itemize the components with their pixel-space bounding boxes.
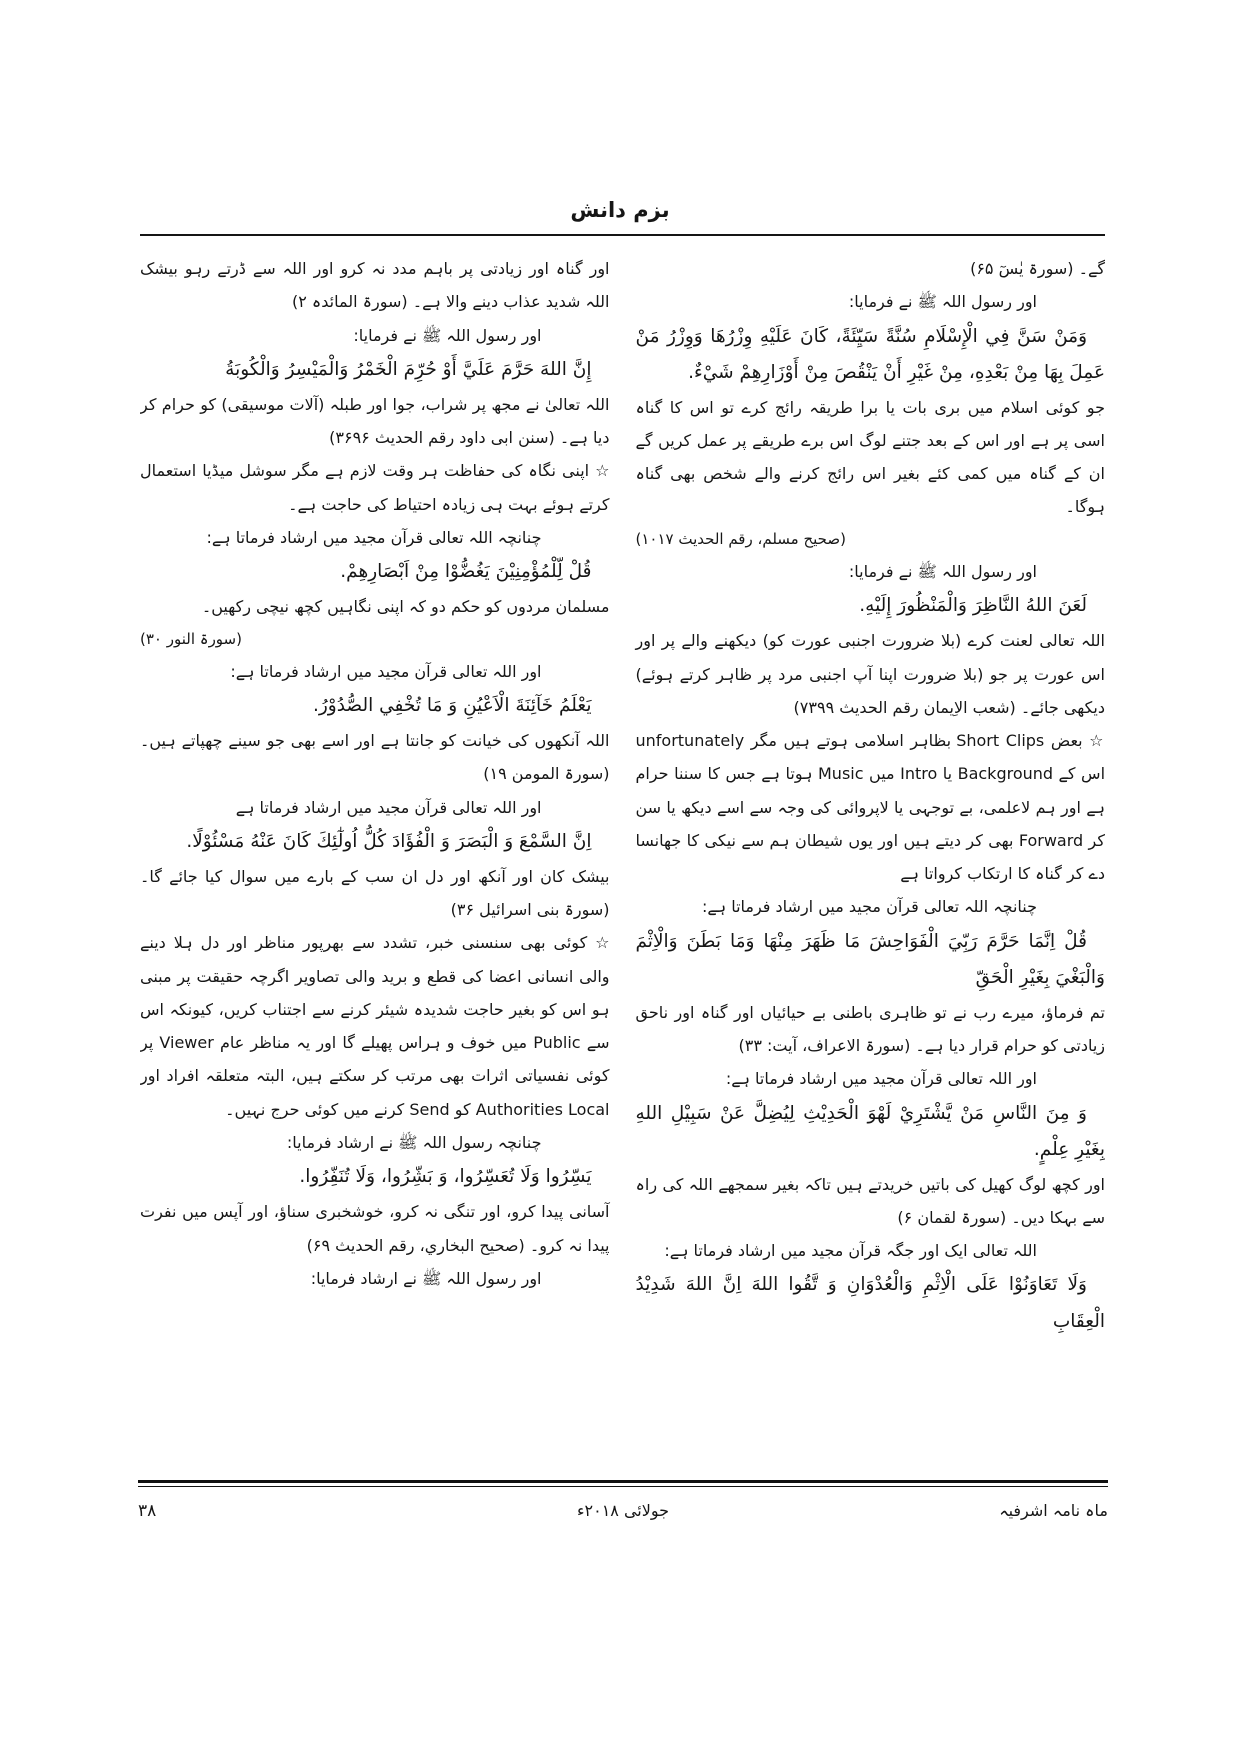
text-line: إِنَّ اللهَ حَرَّمَ عَلَيَّ أَوْ حُرِّمَ الْخَمْرُ وَالْمَيْسِرُ وَالْكُوبَةُ [225,358,592,380]
footer-magazine-name: ماہ نامہ اشرفیہ [999,1501,1108,1520]
text-line: اللہ تعالیٰ نے مجھ پر شراب، جوا اور طبلہ (آلات موسیقی) کو حرام کر دیا ہے۔ (سنن ابی داود رقم الحدیث ۳۶۹۶) [140,394,610,448]
text-line: وَلَا تَعَاوَنُوْا عَلَى الْاِثْمِ وَالْعُدْوَانِ وَ تَّقُوا اللهَ اِنَّ اللهَ شَدِيْدُ الْعِقَابِ [635,1274,1105,1332]
footer-divider [138,1480,1108,1487]
text-line: اور اللہ تعالی قرآن مجید میں ارشاد فرماتا ہے [235,797,542,817]
text-line: اور رسول اللہ ﷺ نے ارشاد فرمایا: [310,1268,542,1288]
text-line: تم فرماؤ، میرے رب نے تو ظاہری باطنی بے حیائیاں اور گناہ اور ناحق زیادتی کو حرام قرار دیا ہے۔ (سورۃ الاعراف، آیت: ۳۳) [635,1002,1105,1056]
text-line: گے۔ (سورۃ یٰسٓ ۶۵) [970,259,1105,278]
text-line: چنانچہ رسول اللہ ﷺ نے ارشاد فرمایا: [286,1133,542,1153]
text-line: اِنَّ السَّمْعَ وَ الْبَصَرَ وَ الْفُؤَادَ كُلُّ اُولٰٓئِكَ كَانَ عَنْهُ مَسْئُوْلًا. [186,830,592,852]
text-line: آسانی پیدا کرو، اور تنگی نہ کرو، خوشخبری سناؤ، اور آپس میں نفرت پیدا نہ کرو۔ (صحیح البخاري، رقم الحدیث ۶۹) [140,1202,610,1255]
text-line: اللہ تعالی لعنت کرے (بلا ضرورت اجنبی عورت کو) دیکھنے والے پر اور اس عورت پر جو (بلا ضرورت اپنا آپ اجنبی مرد پر ظاہر کرتے ہوئے) دیکھی جائے۔ (شعب الاِیمان رقم الحدیث ۷۳۹۹) [635,631,1105,717]
footer-issue-date: جولائی ۲۰۱۸ء [576,1501,670,1520]
text-line: وَ مِنَ النَّاسِ مَنْ يَّشْتَرِيْ لَهْوَ الْحَدِيْثِ لِيُضِلَّ عَنْ سَبِيْلِ اللهِ بِغَيْرِ عِلْمٍ. [635,1102,1105,1160]
text-line: مسلمان مردوں کو حکم دو کہ اپنی نگاہیں کچھ نیچی رکھیں۔ [201,597,610,617]
page-footer [138,1480,1108,1521]
text-line: (صحیح مسلم، رقم الحدیث ۱۰۱۷) [635,529,846,548]
text-line: ☆ کوئی بھی سنسنی خبر، تشدد سے بھرپور مناظر اور دل ہلا دینے والی انسانی اعضا کی قطع و برید والی تصاویر اگرچہ حقیقت پر مبنی ہو اس کو بغیر حاجت شدیدہ شیئر کرنے سے اجتناب کریں، کیونکہ اس سے Public میں خوف و ہراس پھیلے گا اور یہ مناظر عام Viewer پر کوئی نفسیاتی اثرات بھی مرتب کر سکتے ہیں، البتہ متعلقہ افراد اور Authorities Local کو Send کرنے میں کوئی حرج نہیں۔ [140,933,610,1119]
text-line: قُلْ لِّلْمُؤْمِنِيْنَ يَغُضُّوْا مِنْ اَبْصَارِهِمْ. [340,561,592,583]
text-line: اور اللہ تعالی قرآن مجید میں ارشاد فرماتا ہے: [230,661,542,681]
text-line: اور رسول اللہ ﷺ نے فرمایا: [353,325,542,345]
text-line: اللہ آنکھوں کی خیانت کو جانتا ہے اور اسے بھی جو سینے چھپاتے ہیں۔ (سورۃ المومن ۱۹) [140,731,610,784]
text-line: (سورۃ النور ۳۰) [140,629,242,648]
text-line: ☆ بعض Short Clips بظاہر اسلامی ہوتے ہیں مگر unfortunately اس کے Background یا Intro میں Music ہوتا ہے جس کا سننا حرام ہے اور ہم لاعلمی، بے توجہی یا لاپروائی کی وجہ سے اسے دیکھ یا سن کر Forward بھی کر دیتے ہیں اور یوں شیطان ہم سے نیکی کا جھانسا دے کر گناہ کا ارتکاب کرواتا ہے [635,731,1105,884]
text-line: اور کچھ لوگ کھیل کی باتیں خریدتے ہیں تاکہ بغیر سمجھے اللہ کی راہ سے بہکا دیں۔ (سورۃ لقمان ۶) [635,1174,1105,1227]
two-column-body [140,252,1105,1340]
text-line: يَعْلَمُ خَآئِنَةَ الْاَعْيُنِ وَ مَا تُخْفِي الصُّدُوْرُ. [312,694,592,716]
page-title: بزم دانش [570,198,670,222]
text-line: اللہ تعالی ایک اور جگہ قرآن مجید میں ارشاد فرماتا ہے: [664,1241,1037,1261]
footer-row [138,1501,1108,1521]
text-line: وَمَنْ سَنَّ فِي الْإِسْلَامِ سُنَّةً سَيِّئَةً، كَانَ عَلَيْهِ وِزْرُهَا وَوِزْرُ مَنْ عَمِلَ بِهَا مِنْ بَعْدِهِ، مِنْ غَيْرِ أَنْ يَنْقُصَ مِنْ أَوْزَارِهِمْ شَيْءٌ. [635,325,1105,383]
text-line: اور اللہ تعالی قرآن مجید میں ارشاد فرماتا ہے: [725,1069,1037,1089]
column-right [636,252,1106,1340]
text-line: جو کوئی اسلام میں بری بات یا برا طریقہ رائج کرے تو اس کا گناہ اسی پر ہے اور اس کے بعد جتنے لوگ اس برے طریقے پر عمل کریں گے ان کے گناہ میں کمی کئے بغیر اس رائج کرنے والے شخص بھی گناہ ہوگا۔ [635,397,1105,517]
text-line: يَسِّرُوا وَلَا تُعَسِّرُوا، وَ بَشِّرُوا، وَلَا تُنَفِّرُوا. [299,1166,592,1188]
header-divider [140,234,1105,236]
text-line: اور گناہ اور زیادتی پر باہم مدد نہ کرو اور اللہ سے ڈرتے رہو بیشک اللہ شدید عذاب دینے والا ہے۔ (سورۃ المائدہ ۲) [140,259,610,312]
column-left [140,252,610,1340]
text-line: ☆ اپنی نگاہ کی حفاظت ہر وقت لازم ہے مگر سوشل میڈیا استعمال کرتے ہوئے بہت ہی زیادہ احتیاط کی حاجت ہے۔ [140,461,610,514]
text-line: بیشک کان اور آنکھ اور دل ان سب کے بارے میں سوال کیا جائے گا۔ (سورۃ بنی اسرائیل ۳۶) [140,866,610,920]
text-line: اور رسول اللہ ﷺ نے فرمایا: [848,561,1037,581]
page-header [0,0,1240,236]
text-line: چنانچہ اللہ تعالی قرآن مجید میں ارشاد فرماتا ہے: [701,897,1037,917]
text-line: لَعَنَ اللهُ النَّاظِرَ وَالْمَنْظُورَ إِلَيْهِ. [859,595,1087,617]
text-line: اور رسول اللہ ﷺ نے فرمایا: [848,292,1037,312]
text-line: قُلْ اِنَّمَا حَرَّمَ رَبِّيَ الْفَوَاحِشَ مَا ظَهَرَ مِنْهَا وَمَا بَطَنَ وَالْاِثْمَ وَالْبَغْيَ بِغَيْرِ الْحَقِّ [635,930,1105,988]
footer-page-number: ۳۸ [138,1501,157,1521]
text-line: چنانچہ اللہ تعالی قرآن مجید میں ارشاد فرماتا ہے: [206,527,542,547]
